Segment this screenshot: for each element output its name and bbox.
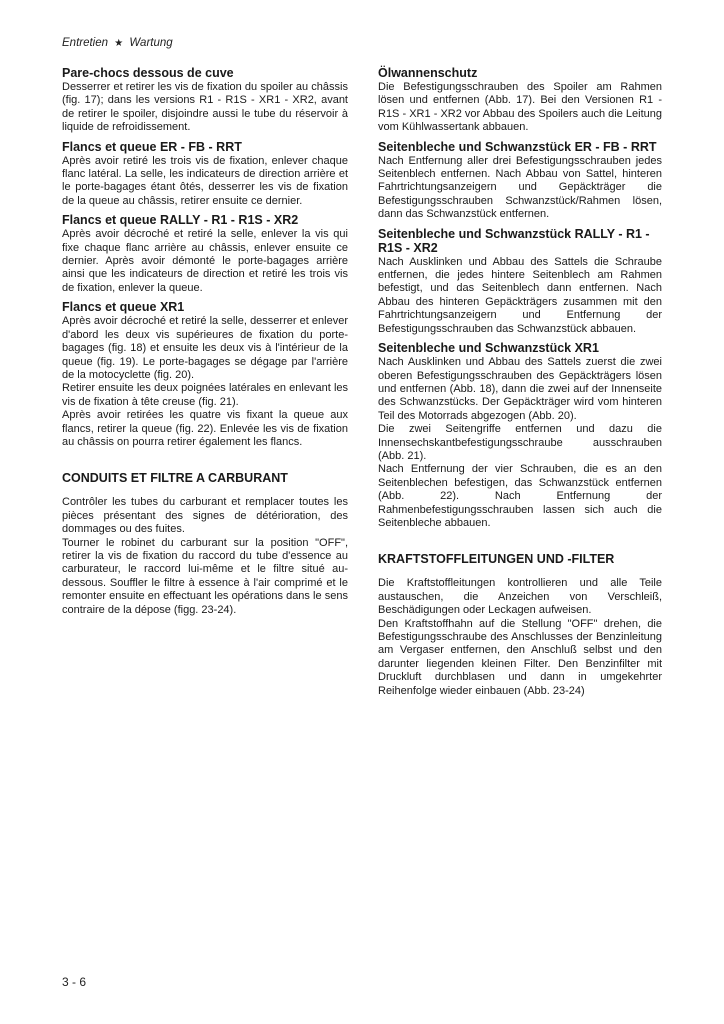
section-title: Flancs et queue RALLY - R1 - R1S - XR2 bbox=[62, 213, 299, 228]
section-text: Nach Ausklinken und Abbau des Sattels die Schraube entfernen, die jedes hintere Seitenblech am Rahmen befestigt, und das Seitenblech dann entfernen. Nach Abbau des hinteren Gepäckträgers zusammen mit den Fahrtrichtungsanzeigern und Entfernung der Befestigungsschrauben das Schwanzstück abbauen. bbox=[378, 255, 662, 335]
section-text: Après avoir décroché et retiré la selle, enlever la vis qui fixe chaque flanc arrière au châssis, enlever ensuite ce dernier. Après avoir démonté le porte-bagages arrière ainsi que les indicateurs de direction et retiré les trois vis de fixation, enlever la queue. bbox=[62, 228, 348, 294]
running-head-right: Wartung bbox=[129, 37, 173, 49]
section-kraftstoffleitungen bbox=[378, 552, 662, 698]
section-seitenbleche-xr1 bbox=[378, 341, 662, 530]
left-column bbox=[62, 66, 348, 622]
running-head bbox=[62, 37, 173, 49]
section-title: Seitenbleche und Schwanzstück XR1 bbox=[378, 341, 599, 356]
section-text: Après avoir décroché et retiré la selle, desserrer et enlever d'abord les deux vis supérieures de fixation du porte-bagages (fig. 18) et ensuite les deux vis à l'intérieur de la queue (fig. 19). Le porte-bagages se dégage par l'arrière de la motocyclette (fig. 20). Retirer ensuite les deux poignées latérales en enlevant les vis de fixation à tête creuse (fig. 21). Après avoir retirées les quatre vis fixant la queue aux flancs, retirer la queue (fig. 22). Enlevée les vis de fixation au châssis on pourra retirer également les flancs. bbox=[62, 315, 348, 448]
section-seitenbleche-rally bbox=[378, 227, 662, 336]
star-separator-icon: ★ bbox=[114, 38, 124, 49]
section-title: Seitenbleche und Schwanzstück ER - FB - RRT bbox=[378, 139, 657, 154]
section-title: Seitenbleche und Schwanzstück RALLY - R1 - R1S - XR2 bbox=[378, 226, 650, 255]
section-title: Ölwannenschutz bbox=[378, 66, 478, 80]
section-text: Contrôler les tubes du carburant et remplacer toutes les pièces présentant des signes de détérioration, des dommages ou des fuites. Tourner le robinet du carburant sur la position "OFF", retirer la vis de fixation du raccord du tube d'essence au carburateur, le raccord lui-même et le filtre situé au-dessous. Souffler le filtre à essence à l'air comprimé et le remonter ensuite en effectuant les opérations dans le sens contraire de la dépose (figg. 23-24). bbox=[62, 496, 348, 616]
section-title: Flancs et queue XR1 bbox=[62, 300, 185, 315]
major-section-title: KRAFTSTOFFLEITUNGEN UND -FILTER bbox=[378, 552, 615, 567]
running-head-left: Entretien bbox=[62, 37, 109, 49]
page-number: 3 - 6 bbox=[62, 975, 87, 989]
section-flancs-er-fb-rrt bbox=[62, 140, 348, 209]
section-text: Nach Ausklinken und Abbau des Sattels zuerst die zwei oberen Befestigungsschrauben des Gepäckträgers lösen und entfernen (Abb. 18), dann die zwei auf der Innenseite des Schwanzstücks. Der Gepäckträger wird vom hinteren Teil des Motorrads abgezogen (Abb. 20). Die zwei Seitengriffe entfernen und dazu die Innensechskantbefestigungsschraube ausschrauben (Abb. 21). Nach Entfernung der vier Schrauben, die es an den Seitenblechen befestigen, das Schwanzstück entfernen (Abb. 22). Nach Entfernung der Rahmenbefestigungsschrauben lassen sich auch die Seitenbleche abbauen. bbox=[378, 356, 662, 529]
section-seitenbleche-er-fb-rrt bbox=[378, 140, 662, 222]
section-text: Die Kraftstoffleitungen kontrollieren und alle Teile austauschen, die Anzeichen von Verschleiß, Beschädigungen oder Leckagen aufweisen. Den Kraftstoffhahn auf die Stellung "OFF" drehen, die Befestigungsschraube des Anschlusses der Benzinleitung am Vergaser entfernen, den Anschluß selbst und den darunter liegenden kleinen Filter. Den Benzinfilter mit Druckluft durchblasen und dann in umgekehrter Reihenfolge wieder einbauen (Abb. 23-24) bbox=[378, 577, 662, 697]
section-conduits-carburant bbox=[62, 471, 348, 617]
section-title: Pare-chocs dessous de cuve bbox=[62, 66, 234, 80]
section-oelwannenschutz bbox=[378, 66, 662, 135]
section-title: Flancs et queue ER - FB - RRT bbox=[62, 139, 242, 154]
section-text: Après avoir retiré les trois vis de fixation, enlever chaque flanc latéral. La selle, les indicateurs de direction arrière et le porte-bagages étant ôtés, desserrer les vis de fixation de la queue au châssis, retirer ensuite ce dernier. bbox=[62, 154, 348, 207]
major-section-title: CONDUITS ET FILTRE A CARBURANT bbox=[62, 471, 288, 486]
section-flancs-rally bbox=[62, 213, 348, 295]
right-column bbox=[378, 66, 662, 703]
section-pare-chocs bbox=[62, 66, 348, 135]
section-flancs-xr1 bbox=[62, 300, 348, 449]
section-text: Nach Entfernung aller drei Befestigungsschrauben jedes Seitenblech entfernen. Nach Abbau von Sattel, hinteren Fahrtrichtungsanzeigern und Gepäckträger die Befestigungsschrauben Schwanzstück/Rahmen lösen, dann das Schwanzstück entfernen. bbox=[378, 154, 662, 221]
section-text: Desserrer et retirer les vis de fixation du spoiler au châssis (fig. 17); dans les versions R1 - R1S - XR1 - XR2, avant de retirer le spoiler, disjoindre aussi le tube du réservoir à liquide de refroidissement. bbox=[62, 81, 348, 134]
section-text: Die Befestigungsschrauben des Spoiler am Rahmen lösen und entfernen (Abb. 17). Bei den Versionen R1 - R1S - XR1 - XR2 vor Abbau des Spoilers auch die Leitung vom Kühlwassertank abbauen. bbox=[378, 81, 662, 134]
